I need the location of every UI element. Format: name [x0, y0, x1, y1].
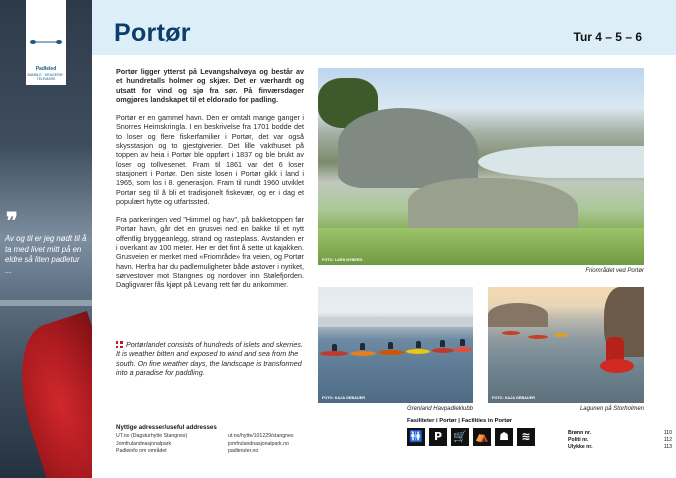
paddler-shape	[360, 343, 365, 350]
emergency-numbers	[568, 430, 672, 452]
photo-storholmen	[488, 287, 644, 403]
rock-shape	[338, 108, 478, 188]
photo-credit: FOTO: KAJA GEBAUER	[322, 396, 366, 400]
shop-icon: 🛒	[451, 428, 469, 446]
address-link[interactable]: jomfrulandnasjonalpark.no	[228, 440, 289, 447]
emergency-label: Politi nr.	[568, 437, 589, 444]
paddler-shape	[440, 340, 445, 347]
hill-shape	[488, 303, 548, 327]
photo-caption: Lagunen på Storholmen	[579, 406, 644, 412]
logo-subtitle: BAMBLE · KRAGERØ · TELEMARK	[27, 73, 65, 81]
body-text	[116, 67, 304, 299]
lead-paragraph: Portør ligger ytterst på Levangshalvøya og består av et hundretalls holmer og skjær. Det er værhardt og utsatt for vind og sjø fra sør. På finværsdager omgjøres landskapet til et eldorado for padling.	[116, 67, 304, 104]
page-title: Portør	[114, 19, 191, 47]
sidebar-quote: Av og til er jeg nødt til å ta med livet mitt på en eldre så liten padletur ...	[5, 234, 87, 275]
kayak-shape	[378, 350, 404, 355]
parking-icon: P	[429, 428, 447, 446]
paddler-shape	[460, 339, 465, 346]
padleled-logo	[26, 0, 66, 85]
photo-caption: Friområdet ved Portør	[585, 268, 644, 274]
page-header	[92, 0, 676, 55]
picnic-icon: ☗	[495, 428, 513, 446]
horizon-line	[0, 300, 92, 306]
tent-icon: ⛺	[473, 428, 491, 446]
directions-paragraph: Fra parkeringen ved "Himmel og hav", på bakketoppen før Portør havn, går det en grusvei ned en bakke til et nytt offentlig bryggeanlegg, strand og rasteplass. Avstanden er i overkant av 100 meter. Her er det fint å sette ut kajakken. Grusveien er merket med «Friområde» fra veien, og Portør havn. Herfra har du padlemuligheter både østover i nyriket, sørvestover mot Stangnes og nordover inn Stølefjorden. Dagligvarer fås kjøpt på Levang rett før du ankommer.	[116, 215, 304, 290]
photo-caption: Grenland Havpadleklubb	[406, 406, 473, 412]
photo-friomradet	[318, 68, 644, 265]
kayak-shape	[600, 359, 634, 373]
paddle-icon	[30, 40, 62, 44]
emergency-row	[568, 430, 672, 437]
emergency-value: 110	[663, 430, 672, 436]
paddler-shape	[416, 341, 421, 348]
emergency-label: Ulykke nr.	[568, 444, 593, 451]
emergency-row	[568, 437, 672, 444]
address-name: Padleinfo om området	[116, 448, 167, 455]
grass-shape	[318, 228, 644, 265]
emergency-row	[568, 444, 672, 451]
tour-number: Tur 4 – 5 – 6	[573, 30, 642, 44]
kayak-shape	[406, 349, 430, 354]
facilities-title: Fasiliteter i Portør | Facilities in Portør	[407, 418, 513, 424]
address-link[interactable]: ut.no/hytte/101229/stangnes	[228, 433, 294, 439]
emergency-label: Brønn nr.	[568, 430, 592, 436]
addresses-links	[228, 433, 338, 456]
photo-credit: FOTO: LARS NYBERG	[322, 258, 363, 262]
addresses-names	[116, 433, 226, 456]
addresses-title: Nyttige adresser/useful addresses	[116, 424, 217, 431]
english-text: Portørlandet consists of hundreds of islets and skerries. It is weather bitten and exposed to wind and sea from the south. On fine weather days, the landscape is transformed into a paradise for paddling.	[116, 340, 303, 377]
sidebar-photo	[0, 0, 92, 478]
facilities-icons	[407, 428, 535, 446]
emergency-value: 113	[663, 444, 672, 451]
quote-icon: ❞	[6, 208, 18, 234]
address-link[interactable]: padleruter.no	[228, 448, 259, 455]
paddler-shape	[388, 342, 393, 349]
uk-flag-icon	[116, 341, 123, 348]
kayak-shape	[502, 331, 520, 335]
toilet-icon: 🚻	[407, 428, 425, 446]
kayak-shape	[350, 351, 376, 356]
kayak-shape	[554, 333, 568, 337]
kayak-shape	[528, 335, 548, 339]
kayak-shape	[454, 347, 472, 352]
kayak-bow-image	[1, 311, 92, 478]
photo-credit: FOTO: KAJA GEBAUER	[492, 396, 536, 400]
swimming-icon: ≋	[517, 428, 535, 446]
paddler-shape	[606, 337, 624, 361]
history-paragraph: Portør er en gammel havn. Den er omtalt mange ganger i Snorres Heimskringla. I en beskrivelse fra 1701 bodde det to loser og flere fiskerfamilier i Portør, det var også skysstasjon og to gjestgiverier. Det lille vakthuset på toppen av heia i Portør ble oppført i 1837 og ble brukt av loser og tollvesenet. Fram til 1861 var det 6 loser stasjonert i Portør. Den siste losen i Portør gikk i land i 1965, som los i 8. generasjon. Fram til rundt 1960 utviklet Portør seg til å bli et tradisjonelt fiskevær, og er i dag et populært hytte og utfartssted.	[116, 113, 304, 206]
kayak-shape	[320, 351, 348, 356]
emergency-value: 112	[663, 437, 672, 444]
paddler-shape	[332, 344, 337, 351]
photo-havpadleklubb	[318, 287, 473, 403]
distant-shore	[318, 317, 473, 327]
kayak-shape	[432, 348, 454, 353]
address-name: UT.no (Dagsturhytte Stangnes)	[116, 433, 188, 439]
logo-name: Padleled	[35, 66, 57, 72]
water-shape	[478, 146, 644, 178]
english-summary	[116, 340, 304, 377]
address-name: Jomfrulandnasjonalpark	[116, 440, 172, 447]
